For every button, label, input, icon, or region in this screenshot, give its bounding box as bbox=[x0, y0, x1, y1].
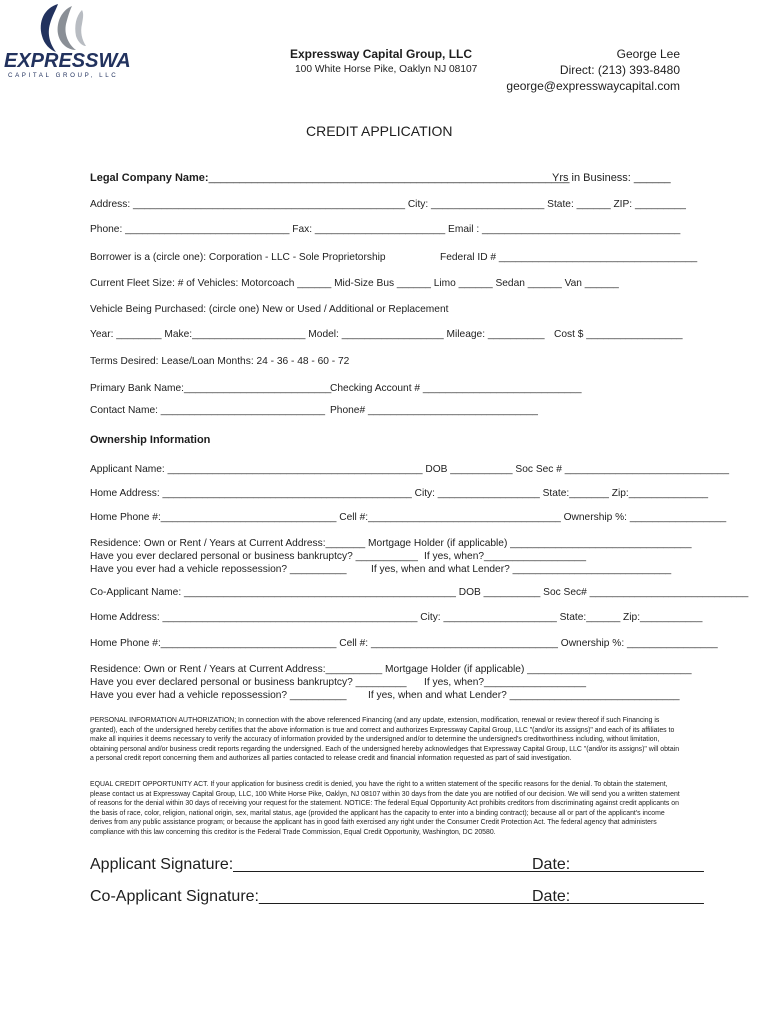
applicant-repossession-field[interactable]: Have you ever had a vehicle repossession? __________ bbox=[90, 564, 347, 575]
applicant-home-row[interactable]: Home Address: ____________________________________________ City: __________________ State:_______ Zip:______________ bbox=[90, 488, 709, 499]
ownership-heading: Ownership Information bbox=[90, 434, 211, 446]
logo-sub: CAPITAL GROUP, LLC bbox=[8, 72, 119, 79]
co-applicant-repossession-lender[interactable]: If yes, when and what Lender? ______________________________ bbox=[368, 690, 680, 701]
applicant-phone-row[interactable]: Home Phone #:_______________________________ Cell #:__________________________________ Ownership %: _________________ bbox=[90, 512, 727, 523]
equal-credit-opportunity-act: EQUAL CREDIT OPPORTUNITY ACT. If your application for business credit is denied, you have the right to a written statement of the specific reasons for the denial. To obtain the statement, please contact us at Expressway Capital Group, LLC, 100 White Horse Pike, Oaklyn, NJ 08107 within 30 days from the date you are notified of our decision. We will send you a written statement of reasons for the denial within 30 days of receiving your request for the statement. NOTICE: The federal Equal Opportunity Act prohibits creditors from discriminating against credit applicants on the basis of race, color, religion, national origin, sex, marital status, age (provided the applicant has the capacity to enter into a binding contract); because all or part of the applicant's income derives from any public assistance program; or because the applicant has in good faith exercised any right under the Consumer Credit Protection Act. The federal agency that administers compliance with this law concerning this creditor is the Federal Trade Commission, Equal Credit Opportunity, Washington, DC 20580. bbox=[90, 781, 680, 836]
legal-company-name-field[interactable] bbox=[90, 172, 570, 184]
applicant-repossession-lender[interactable]: If yes, when and what Lender? ____________________________ bbox=[371, 564, 672, 575]
phone-number-field[interactable]: Phone# ______________________________ bbox=[330, 405, 538, 416]
co-applicant-home-row[interactable]: Home Address: _____________________________________________ City: ____________________ State:______ Zip:___________ bbox=[90, 612, 703, 623]
co-applicant-signature-field[interactable]: Co-Applicant Signature:____________________________________ bbox=[90, 888, 580, 905]
contact-name-field[interactable]: Contact Name: _____________________________ bbox=[90, 405, 326, 416]
legal-company-name-blank: ___________________________________________________________ bbox=[208, 172, 570, 184]
page-title: CREDIT APPLICATION bbox=[306, 123, 453, 139]
vehicle-details-row[interactable]: Year: ________ Make:____________________ Model: __________________ Mileage: __________ bbox=[90, 329, 545, 340]
co-applicant-bankruptcy-field[interactable]: Have you ever declared personal or business bankruptcy? _________ bbox=[90, 677, 407, 688]
company-logo bbox=[0, 0, 130, 80]
co-applicant-bankruptcy-when[interactable]: If yes, when?__________________ bbox=[424, 677, 587, 688]
yrs-in-business-field[interactable]: Yrs in Business: ______ bbox=[552, 172, 671, 184]
personal-information-authorization: PERSONAL INFORMATION AUTHORIZATION; In connection with the above referenced Financing (and any update, extension, modification, renewal or review thereof if such Financing is granted), each of the undersigned hereby certifies that the above information is true and correct and authorizes Expressway Capital Group, LLC "(and/or its assigns)" and each of its affiliates to make all inquiries it deems necessary to verify the accuracy of information provided by the undersigned and/or to determine the undersigned's creditworthiness including, without limitation, obtaining personal and/or business credit reports regarding the undersigned. Each of the undersigned hereby acknowledges that Expressway Capital Group, LLC "(and/or its assigns)" will obtain a personal credit report concerning them and authorizes all parties contacted to release credit and financial information requested as part of said investigation. bbox=[90, 717, 680, 762]
logo-word: EXPRESSWAY bbox=[4, 50, 130, 72]
federal-id-field[interactable]: Federal ID # ___________________________________ bbox=[440, 252, 698, 263]
contact-name: George Lee bbox=[616, 47, 680, 61]
applicant-signature-field[interactable]: Applicant Signature:_______________________________________ bbox=[90, 856, 581, 873]
cost-field[interactable]: Cost $ _________________ bbox=[554, 329, 683, 340]
phone-row[interactable]: Phone: _____________________________ Fax: _______________________ Email : ___________________________________ bbox=[90, 224, 681, 235]
legal-company-name-label: Legal Company Name: bbox=[90, 172, 209, 184]
applicant-bankruptcy-field[interactable]: Have you ever declared personal or business bankruptcy? ___________ bbox=[90, 551, 418, 562]
vehicle-purchased-row[interactable]: Vehicle Being Purchased: (circle one) New or Used / Additional or Replacement bbox=[90, 304, 449, 315]
borrower-type[interactable]: Borrower is a (circle one): Corporation - LLC - Sole Proprietorship bbox=[90, 252, 386, 263]
primary-bank-field[interactable]: Primary Bank Name:__________________________ bbox=[90, 383, 332, 394]
co-applicant-residence-row[interactable]: Residence: Own or Rent / Years at Current Address:__________ Mortgage Holder (if applicable) _____________________________ bbox=[90, 664, 692, 675]
contact-direct: Direct: (213) 393-8480 bbox=[559, 63, 680, 77]
terms-row[interactable]: Terms Desired: Lease/Loan Months: 24 - 36 - 48 - 60 - 72 bbox=[90, 356, 350, 367]
co-applicant-date-field[interactable]: Date:_______________ bbox=[532, 888, 704, 905]
applicant-date-field[interactable]: Date:_______________ bbox=[532, 856, 704, 873]
expressway-swoosh-logo-icon bbox=[0, 0, 130, 80]
contact-email[interactable]: george@expresswaycapital.com bbox=[506, 79, 680, 93]
address-row[interactable]: Address: ________________________________________________ City: ____________________ State: ______ ZIP: _________ bbox=[90, 199, 686, 210]
co-applicant-phone-row[interactable]: Home Phone #:_______________________________ Cell #: _________________________________ Ownership %: ________________ bbox=[90, 638, 718, 649]
company-address: 100 White Horse Pike, Oaklyn NJ 08107 bbox=[295, 64, 478, 75]
applicant-residence-row[interactable]: Residence: Own or Rent / Years at Current Address:_______ Mortgage Holder (if applicable) ________________________________ bbox=[90, 538, 692, 549]
co-applicant-repossession-field[interactable]: Have you ever had a vehicle repossession? __________ bbox=[90, 690, 347, 701]
fleet-size-row[interactable]: Current Fleet Size: # of Vehicles: Motorcoach ______ Mid-Size Bus ______ Limo ______ Sedan ______ Van ______ bbox=[90, 278, 619, 289]
company-name: Expressway Capital Group, LLC bbox=[290, 47, 473, 61]
applicant-name-row[interactable]: Applicant Name: _____________________________________________ DOB ___________ Soc Sec # _____________________________ bbox=[90, 464, 730, 475]
co-applicant-name-row[interactable]: Co-Applicant Name: ________________________________________________ DOB __________ Soc Sec# ____________________________ bbox=[90, 587, 749, 598]
checking-account-field[interactable]: Checking Account # ____________________________ bbox=[330, 383, 582, 394]
applicant-bankruptcy-when[interactable]: If yes, when?__________________ bbox=[424, 551, 587, 562]
